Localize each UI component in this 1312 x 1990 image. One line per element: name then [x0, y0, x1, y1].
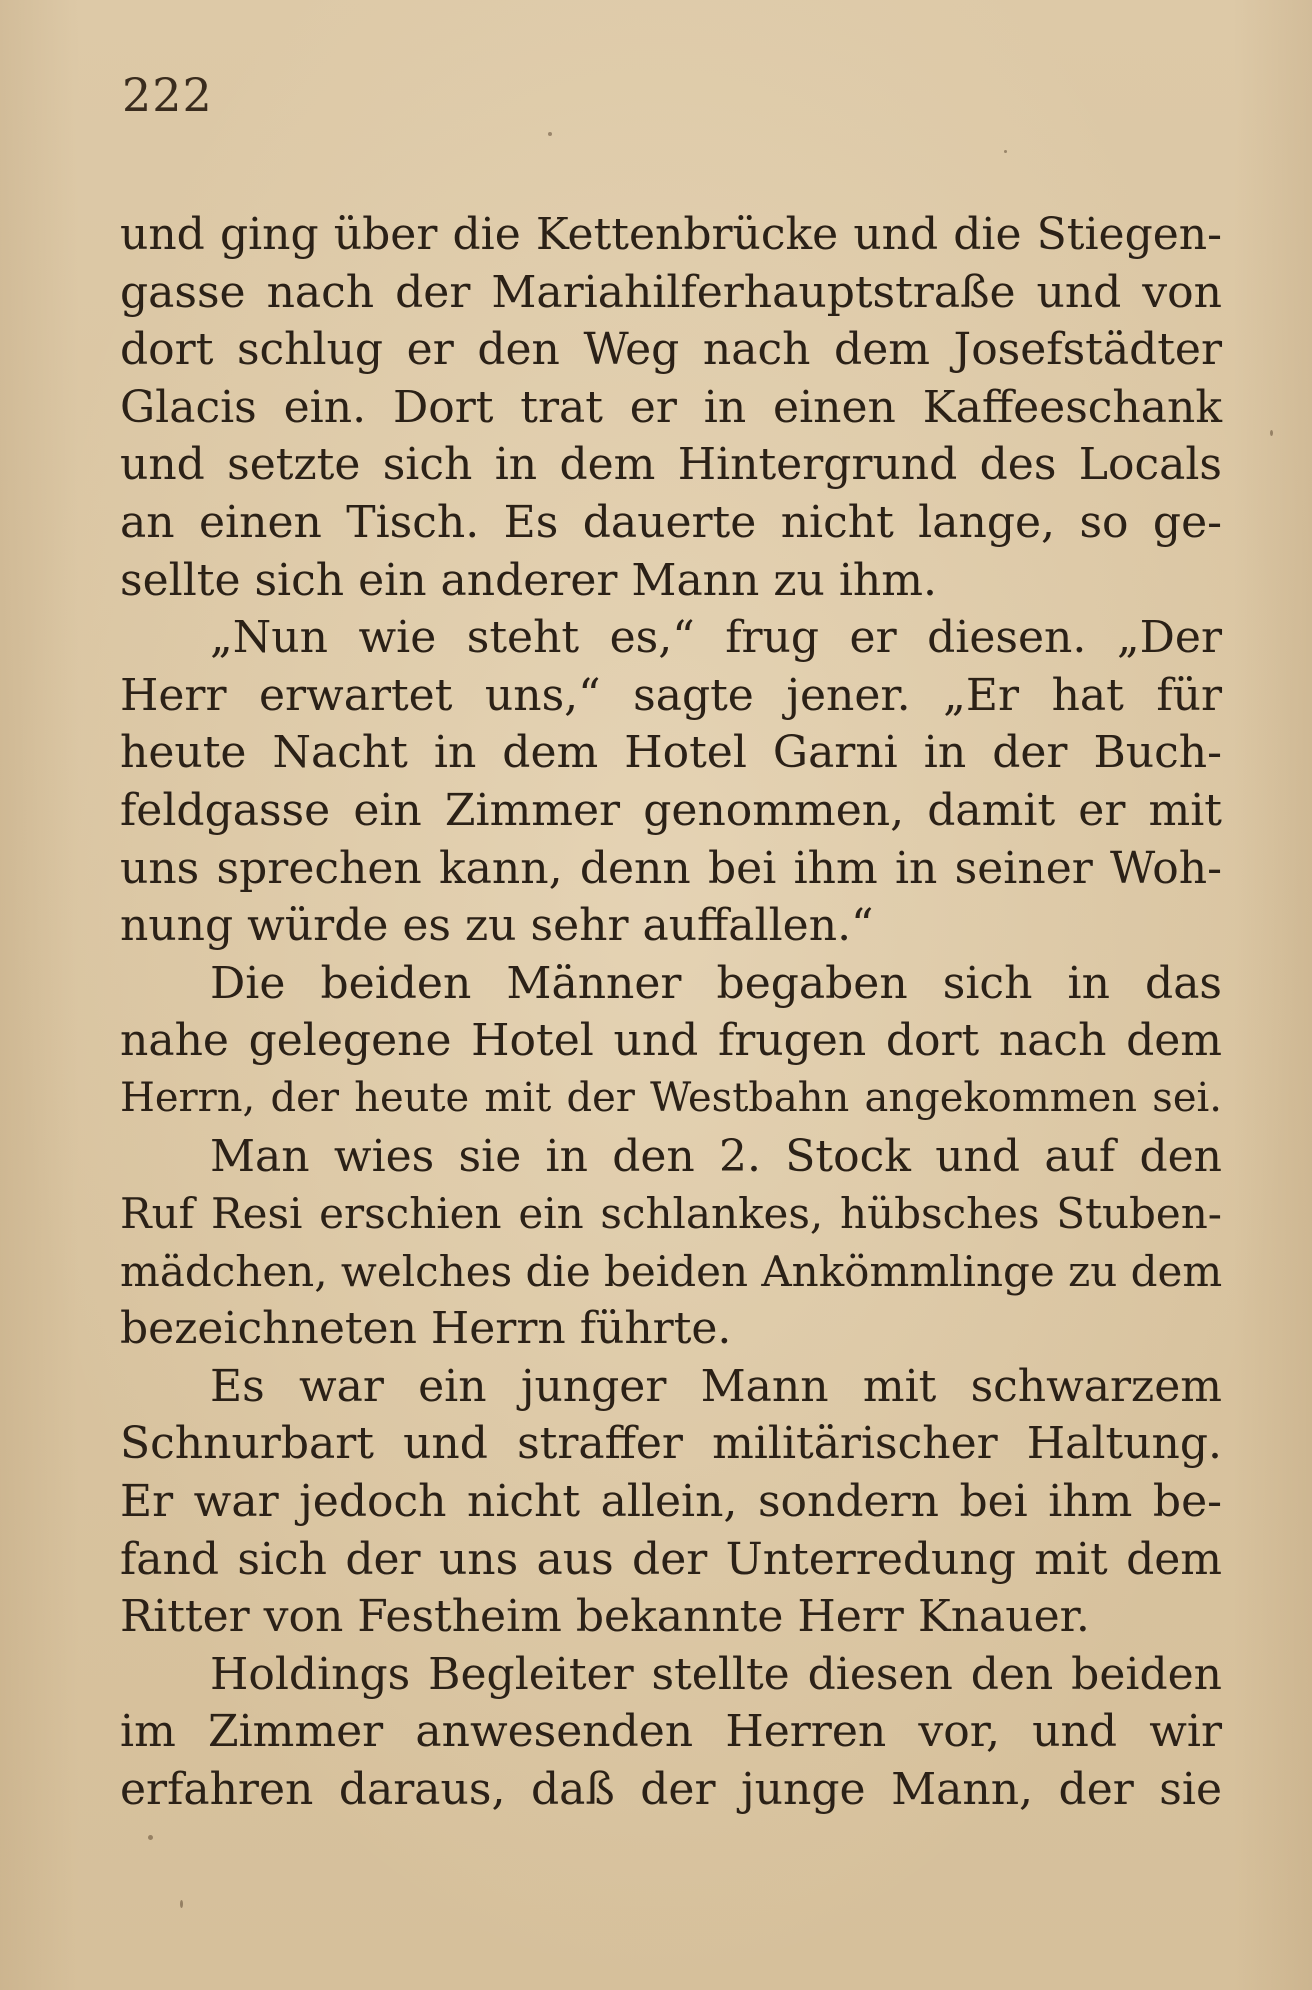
text-line: erfahren daraus, daß der junge Mann, der sie: [120, 1764, 1222, 1816]
text-line: bezeichneten Herrn führte.: [120, 1303, 732, 1355]
paper-speck: [1270, 430, 1273, 436]
text-line: mädchen, welches die beiden Ankömmlinge zu dem: [120, 1246, 1223, 1296]
text-line: Schnurbart und straffer militärischer Haltung.: [120, 1418, 1222, 1470]
page-number: 222: [122, 68, 213, 122]
text-line: feldgasse ein Zimmer genommen, damit er mit: [120, 784, 1222, 836]
text-line: und ging über die Kettenbrücke und die Stiegen-: [120, 209, 1222, 260]
text-line: Man wies sie in den 2. Stock und auf den: [210, 1130, 1222, 1182]
body-text: [120, 206, 1222, 1819]
text-line: nung würde es zu sehr auffallen.“: [120, 900, 874, 952]
text-line: heute Nacht in dem Hotel Garni in der Buch-: [120, 727, 1222, 779]
text-line: im Zimmer anwesenden Herren vor, und wir: [120, 1706, 1222, 1758]
text-line: und setzte sich in dem Hintergrund des Locals: [120, 439, 1222, 491]
paper-speck: [180, 1900, 183, 1908]
text-line: Ruf Resi erschien ein schlankes, hübsches Stuben-: [120, 1189, 1222, 1239]
paper-speck: [1004, 150, 1007, 153]
text-line: nahe gelegene Hotel und frugen dort nach dem: [120, 1015, 1222, 1067]
text-line: fand sich der uns aus der Unterredung mit dem: [120, 1533, 1222, 1585]
text-line: sellte sich ein anderer Mann zu ihm.: [120, 554, 937, 606]
text-line: Es war ein junger Mann mit schwarzem: [210, 1360, 1222, 1412]
text-line: an einen Tisch. Es dauerte nicht lange, so ge-: [120, 496, 1222, 548]
text-line: gasse nach der Mariahilferhauptstraße und von: [120, 266, 1222, 318]
text-line: „Nun wie steht es,“ frug er diesen. „Der: [210, 612, 1222, 664]
text-line: dort schlug er den Weg nach dem Josefstädter: [120, 324, 1222, 376]
text-line: Herr erwartet uns,“ sagte jener. „Er hat für: [120, 669, 1222, 721]
text-line: Herrn, der heute mit der Westbahn angekommen sei.: [120, 1074, 1222, 1121]
text-line: Die beiden Männer begaben sich in das: [210, 957, 1222, 1009]
text-line: Ritter von Festheim bekannte Herr Knauer.: [120, 1591, 1090, 1643]
paper-speck: [148, 1835, 153, 1840]
text-line: Er war jedoch nicht allein, sondern bei ihm be-: [120, 1476, 1222, 1528]
text-line: uns sprechen kann, denn bei ihm in seiner Woh-: [120, 842, 1222, 894]
text-line: Glacis ein. Dort trat er in einen Kaffeeschank: [120, 381, 1222, 433]
paper-speck: [548, 132, 552, 136]
text-line: Holdings Begleiter stellte diesen den beiden: [210, 1648, 1222, 1700]
